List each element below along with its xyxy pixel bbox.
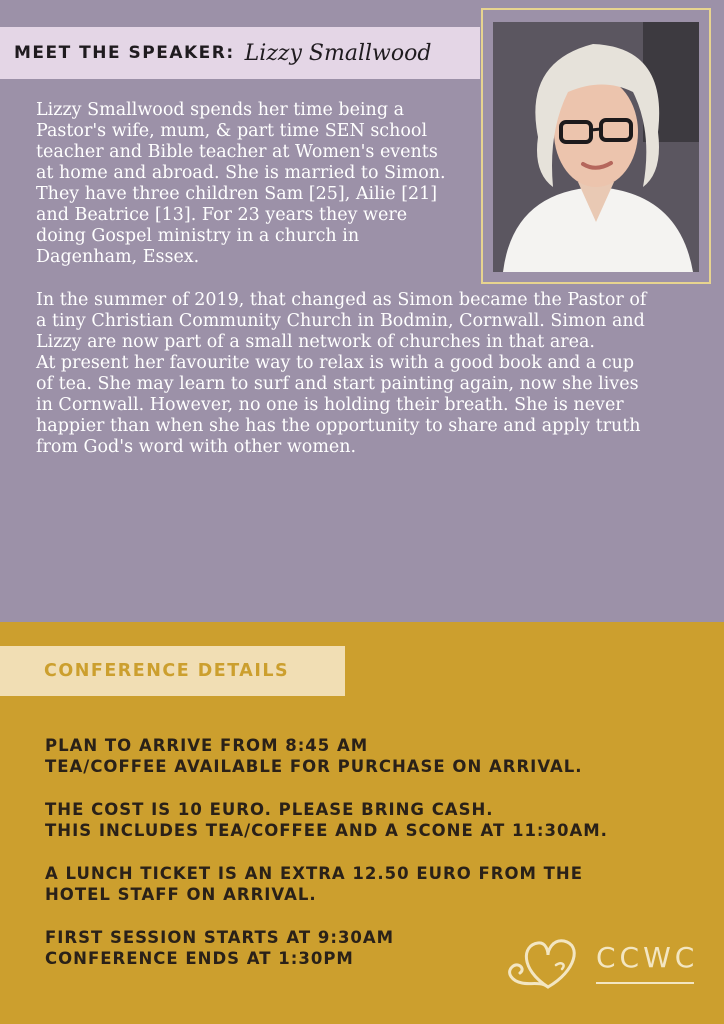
lunch-line-2: HOTEL STAFF ON ARRIVAL. (45, 885, 317, 904)
heart-swirl-icon (500, 925, 596, 1000)
conference-details-label: CONFERENCE DETAILS (44, 661, 290, 681)
speaker-banner (0, 27, 480, 79)
lunch-info (45, 863, 685, 905)
cost-line-2: THIS INCLUDES TEA/COFFEE AND A SCONE AT 11:30AM. (45, 821, 608, 840)
speaker-banner-label: MEET THE SPEAKER: (14, 43, 235, 63)
session-line-1: FIRST SESSION STARTS AT 9:30AM (45, 928, 395, 947)
cost-line-1: THE COST IS 10 EURO. PLEASE BRING CASH. (45, 800, 494, 819)
cost-info (45, 799, 685, 841)
lunch-line-1: A LUNCH TICKET IS AN EXTRA 12.50 EURO FROM THE (45, 864, 584, 883)
bio-paragraph-1: Lizzy Smallwood spends her time being a Pastor's wife, mum, & part time SEN school teacher and Bible teacher at Women's events at home and abroad. She is married to Simon. They have three children Sam [25], Ailie [21] and Beatrice [13]. For 23 years they were doing Gospel ministry in a church in Dagenham, Essex. (36, 100, 446, 267)
ccwc-logo (500, 925, 700, 1000)
speaker-bio (36, 100, 656, 458)
conference-details-banner (0, 646, 345, 696)
arrival-line-2: TEA/COFFEE AVAILABLE FOR PURCHASE ON ARRIVAL. (45, 757, 583, 776)
bio-paragraph-2: In the summer of 2019, that changed as Simon became the Pastor of a tiny Christian Community Church in Bodmin, Cornwall. Simon and Lizzy are now part of a small network of churches in that area. (36, 290, 647, 352)
ccwc-logo-text: CCWC (596, 941, 699, 974)
arrival-info (45, 735, 685, 777)
speaker-name: Lizzy Smallwood (244, 40, 432, 66)
bio-paragraph-3: At present her favourite way to relax is with a good book and a cup of tea. She may learn to surf and start painting again, now she lives in Cornwall. However, no one is holding their breath. She is never happier than when she has the opportunity to share and apply truth from God's word with other women. (36, 353, 641, 457)
session-line-2: CONFERENCE ENDS AT 1:30PM (45, 949, 354, 968)
logo-underline (596, 982, 694, 984)
arrival-line-1: PLAN TO ARRIVE FROM 8:45 AM (45, 736, 369, 755)
